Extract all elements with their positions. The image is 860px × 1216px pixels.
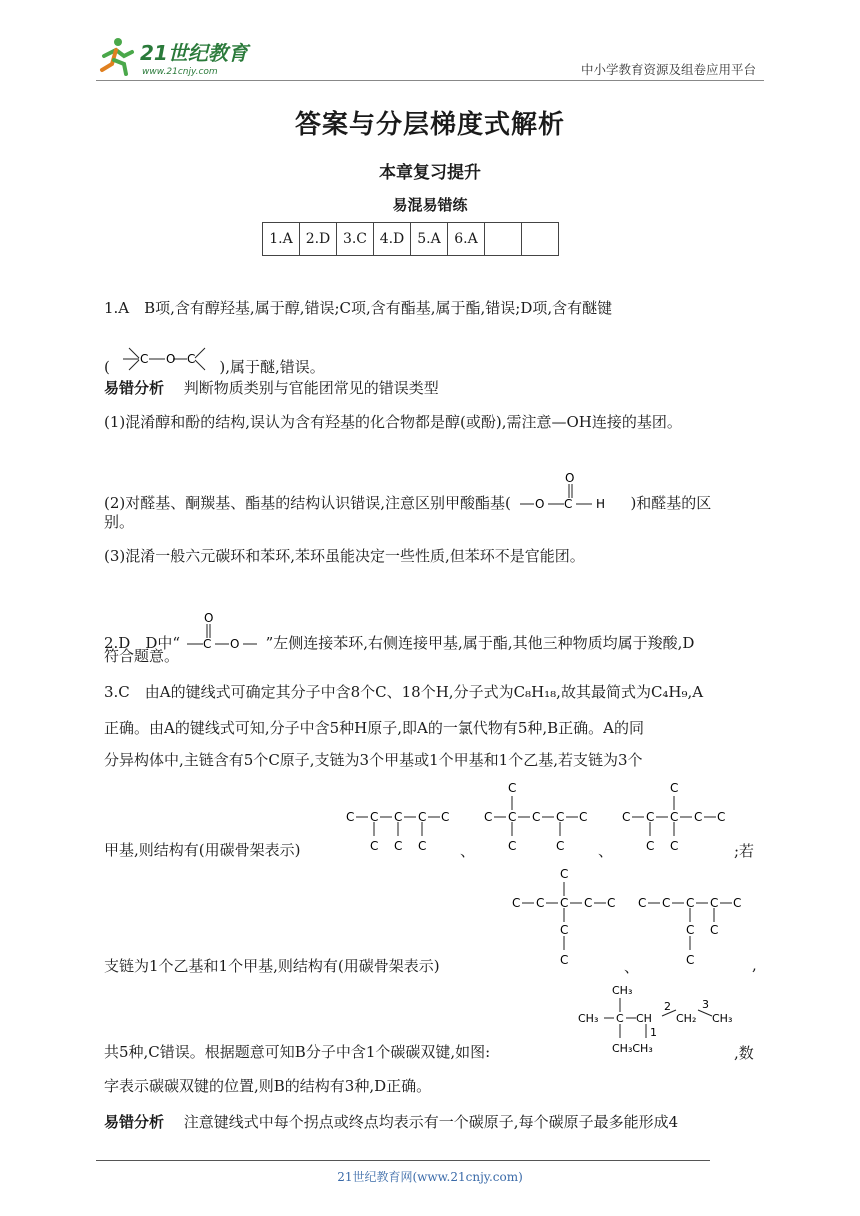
svg-text:C: C bbox=[622, 810, 631, 824]
svg-text:C: C bbox=[584, 896, 593, 910]
svg-text:C: C bbox=[616, 1012, 624, 1025]
svg-text:C: C bbox=[607, 896, 616, 910]
q3-line5: 支链为1个乙基和1个甲基,则结构有(用碳骨架表示) bbox=[104, 957, 440, 975]
svg-text:C: C bbox=[563, 497, 573, 511]
svg-text:C: C bbox=[346, 810, 355, 824]
svg-text:C: C bbox=[536, 896, 545, 910]
separator: 、 bbox=[624, 958, 640, 976]
answer-cell: 1.A bbox=[263, 223, 300, 256]
svg-text:C: C bbox=[686, 923, 695, 937]
svg-text:C: C bbox=[560, 896, 569, 910]
svg-text:2: 2 bbox=[664, 1000, 671, 1013]
svg-text:C: C bbox=[560, 867, 569, 881]
q1-line2: ( C O C ),属于醚,错误。 bbox=[104, 344, 764, 384]
q3-line3: 分异构体中,主链含有5个C原子,支链为3个甲基或1个甲基和1个乙基,若支链为3个 bbox=[104, 751, 643, 769]
q3-line6: 共5种,C错误。根据题意可知B分子中含1个碳碳双键,如图: bbox=[104, 1043, 491, 1061]
svg-text:C: C bbox=[508, 810, 517, 824]
q3-analysis: 易错分析 注意键线式中每个拐点或终点均表示有一个碳原子,每个碳原子最多能形成4 bbox=[104, 1113, 679, 1131]
q3-line4-end: ;若 bbox=[734, 842, 755, 860]
answer-cell bbox=[522, 223, 559, 256]
svg-text:3: 3 bbox=[702, 998, 709, 1011]
q3-line1: 3.C 由A的键线式可确定其分子中含8个C、18个H,分子式为C₈H₁₈,故其最简式为C₄H₉,A bbox=[104, 683, 704, 701]
svg-text:C: C bbox=[418, 839, 427, 853]
answer-cell: 2.D bbox=[300, 223, 337, 256]
q2-line1: 2.D D中“ C O O ”左侧连接苯环,右侧连接甲基,属于酯,其他三种物质均属于羧酸,D bbox=[104, 611, 695, 652]
platform-label: 中小学教育资源及组卷应用平台 bbox=[580, 62, 756, 77]
svg-text:C: C bbox=[139, 352, 149, 366]
q1-line1: 1.A B项,含有醇羟基,属于醇,错误;C项,含有酯基,属于酯,错误;D项,含有醚键 bbox=[104, 299, 613, 317]
svg-text:C: C bbox=[560, 923, 569, 937]
svg-text:C: C bbox=[556, 810, 565, 824]
svg-text:C: C bbox=[370, 839, 379, 853]
chapter-title: 本章复习提升 bbox=[379, 163, 481, 183]
svg-text:CH₃: CH₃ bbox=[612, 984, 633, 997]
svg-text:C: C bbox=[670, 839, 679, 853]
svg-text:1: 1 bbox=[650, 1026, 657, 1039]
svg-text:C: C bbox=[670, 781, 679, 795]
answer-cell: 5.A bbox=[411, 223, 448, 256]
q1-analysis: 易错分析 判断物质类别与官能团常见的错误类型 bbox=[104, 379, 439, 397]
q3-line4: 甲基,则结构有(用碳骨架表示) bbox=[104, 841, 301, 859]
q2-line2: 符合题意。 bbox=[104, 647, 180, 665]
svg-text:C: C bbox=[370, 810, 379, 824]
answer-cell bbox=[485, 223, 522, 256]
svg-text:C: C bbox=[646, 810, 655, 824]
svg-text:C: C bbox=[646, 839, 655, 853]
site-logo bbox=[96, 34, 256, 80]
svg-text:CH₃CH₃: CH₃CH₃ bbox=[612, 1042, 653, 1055]
svg-text:C: C bbox=[202, 637, 212, 651]
q3-line2: 正确。由A的键线式可知,分子中含5种H原子,即A的一氯代物有5种,B正确。A的同 bbox=[104, 719, 644, 737]
svg-text:C: C bbox=[694, 810, 703, 824]
formate-ester-structure bbox=[516, 470, 626, 514]
svg-text:C: C bbox=[418, 810, 427, 824]
runner-icon bbox=[102, 38, 132, 74]
svg-text:C: C bbox=[512, 896, 521, 910]
separator: 、 bbox=[460, 842, 476, 860]
svg-text:CH: CH bbox=[636, 1012, 652, 1025]
svg-text:C: C bbox=[394, 810, 403, 824]
svg-text:CH₃: CH₃ bbox=[578, 1012, 599, 1025]
svg-text:C: C bbox=[532, 810, 541, 824]
svg-text:O: O bbox=[564, 471, 575, 485]
answer-cell: 3.C bbox=[337, 223, 374, 256]
svg-text:C: C bbox=[710, 923, 719, 937]
svg-text:O: O bbox=[165, 352, 176, 366]
svg-text:C: C bbox=[186, 352, 196, 366]
q1-item1: (1)混淆醇和酚的结构,误认为含有羟基的化合物都是醇(或酚),需注意—OH连接的基团。 bbox=[104, 413, 682, 431]
q3-line5-end: , bbox=[752, 956, 757, 974]
svg-text:21世纪教育: 21世纪教育 bbox=[140, 41, 248, 65]
footer-text[interactable]: 21世纪教育网(www.21cnjy.com) bbox=[337, 1170, 523, 1184]
svg-text:C: C bbox=[508, 839, 517, 853]
svg-text:C: C bbox=[484, 810, 493, 824]
answer-cell: 4.D bbox=[374, 223, 411, 256]
svg-text:C: C bbox=[638, 896, 647, 910]
svg-text:H: H bbox=[595, 497, 605, 511]
svg-text:C: C bbox=[579, 810, 588, 824]
svg-text:C: C bbox=[686, 896, 695, 910]
svg-text:O: O bbox=[229, 637, 240, 651]
svg-text:C: C bbox=[717, 810, 726, 824]
answer-table bbox=[262, 222, 559, 256]
svg-text:C: C bbox=[441, 810, 450, 824]
svg-text:C: C bbox=[394, 839, 403, 853]
page-title: 答案与分层梯度式解析 bbox=[294, 110, 565, 140]
q1-item2: (2)对醛基、酮羰基、酯基的结构认识错误,注意区别甲酸酯基( O C O H )和醛基的区 bbox=[104, 471, 712, 512]
svg-text:CH₂: CH₂ bbox=[676, 1012, 697, 1025]
svg-text:www.21cnjy.com: www.21cnjy.com bbox=[142, 67, 218, 77]
svg-text:O: O bbox=[534, 497, 545, 511]
svg-text:C: C bbox=[686, 953, 695, 967]
svg-text:C: C bbox=[733, 896, 742, 910]
q1-item2-cont: 别。 bbox=[104, 513, 135, 531]
answer-cell: 6.A bbox=[448, 223, 485, 256]
svg-text:C: C bbox=[670, 810, 679, 824]
svg-text:C: C bbox=[560, 953, 569, 967]
svg-text:C: C bbox=[508, 781, 517, 795]
svg-text:C: C bbox=[662, 896, 671, 910]
svg-text:O: O bbox=[203, 611, 214, 625]
svg-text:CH₃: CH₃ bbox=[712, 1012, 733, 1025]
svg-text:C: C bbox=[556, 839, 565, 853]
q3-line7: 字表示碳碳双键的位置,则B的结构有3种,D正确。 bbox=[104, 1077, 432, 1095]
svg-text:C: C bbox=[710, 896, 719, 910]
q1-item3: (3)混淆一般六元碳环和苯环,苯环虽能决定一些性质,但苯环不是官能团。 bbox=[104, 547, 585, 565]
q3-line6-end: ,数 bbox=[734, 1044, 754, 1062]
footer-divider bbox=[96, 1160, 710, 1161]
header-divider bbox=[96, 80, 764, 81]
separator: 、 bbox=[598, 842, 614, 860]
section-title: 易混易错练 bbox=[392, 196, 468, 214]
